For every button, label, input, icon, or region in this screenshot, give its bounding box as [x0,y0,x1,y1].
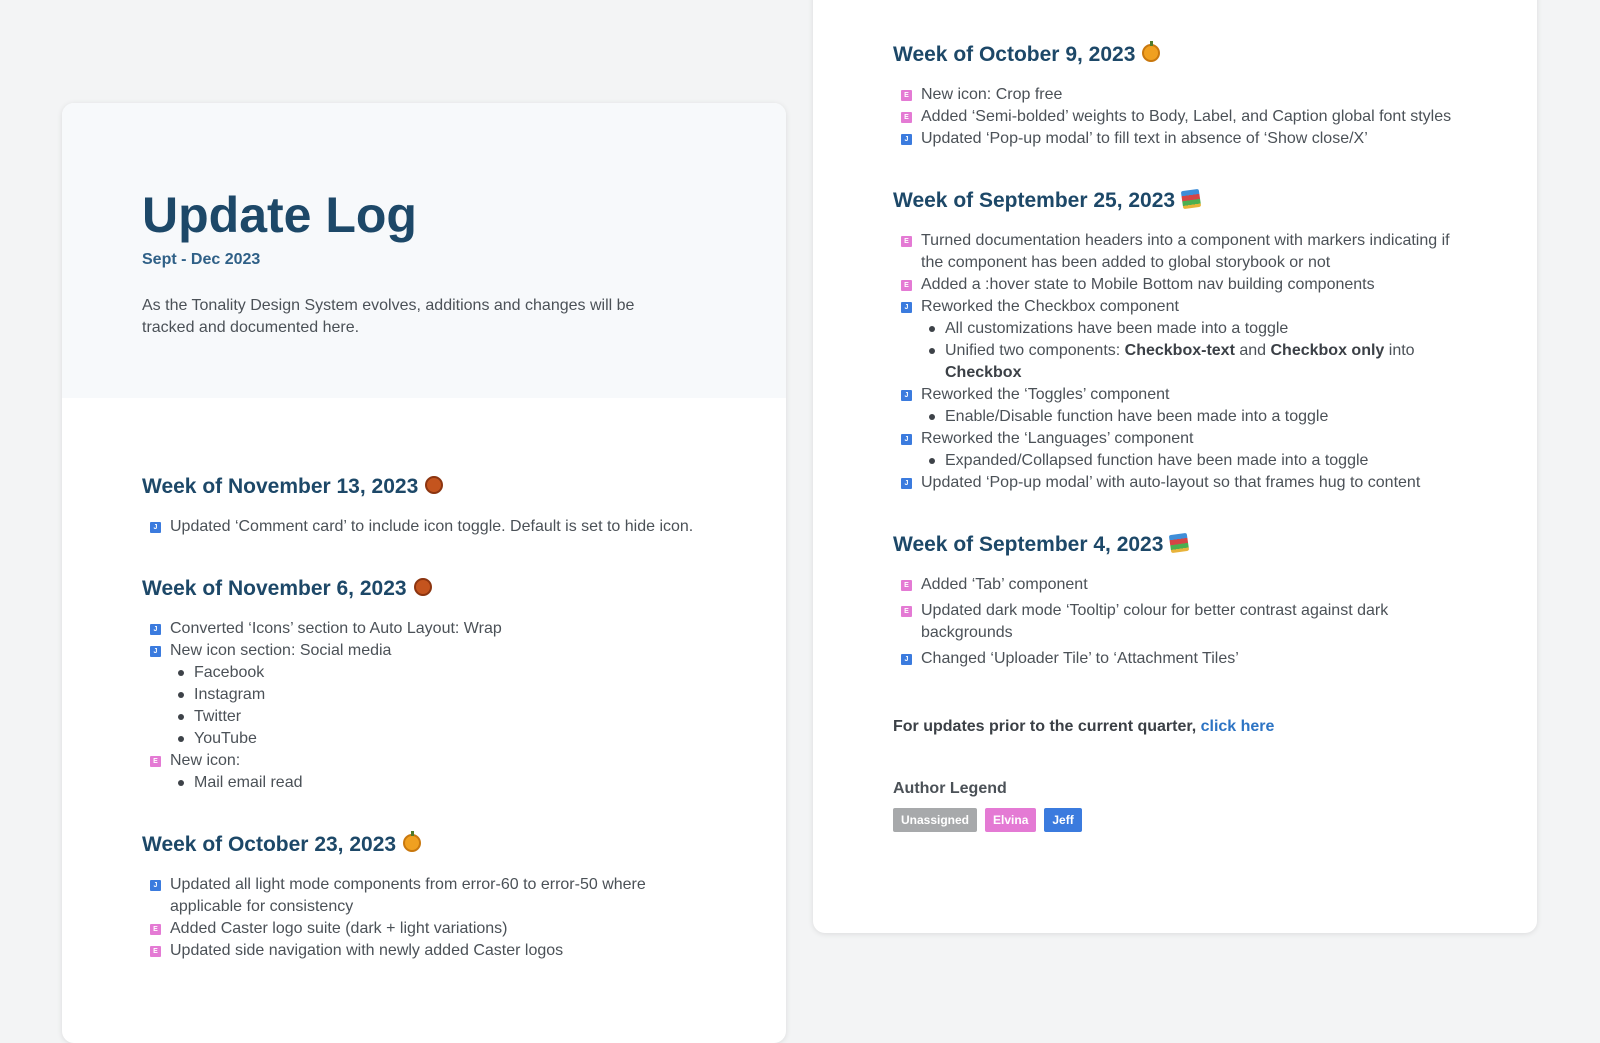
prior-updates-link[interactable]: click here [1200,718,1275,735]
sub-item [142,706,706,728]
intro-text: As the Tonality Design System evolves, additions and changes will be tracked and documented here. [142,297,635,336]
author-badge-jeff: J [901,302,912,313]
books-icon [1181,189,1201,209]
component-name: Checkbox [945,364,1022,381]
sub-item-text [945,340,1457,384]
conjunction: into [1384,342,1415,359]
author-badge-elvina: E [901,580,912,591]
legend-tag-unassigned: Unassigned [893,808,977,832]
autumn-leaf-icon [425,476,443,494]
author-legend [893,808,1457,832]
item-text: Updated ‘Pop-up modal’ with auto-layout so that frames hug to content [921,474,1421,491]
bullet-icon [178,780,184,786]
conjunction: and [1234,342,1271,359]
list-item [893,128,1457,150]
week-title-text: Week of November 13, 2023 [142,475,419,498]
week-sep-4 [893,532,1457,670]
author-badge-jeff: J [150,880,161,891]
sub-item-text: Instagram [194,686,266,703]
item-text: Updated ‘Comment card’ to include icon toggle. Default is set to hide icon. [170,518,694,535]
week-sep-25 [893,188,1457,494]
list-item [893,648,1457,670]
list-item [142,750,706,772]
bullet-icon [929,326,935,332]
right-log-body [813,0,1537,832]
list-item [142,618,706,640]
list-item [893,274,1457,296]
sub-item [893,318,1457,340]
sub-item-text: Mail email read [194,774,303,791]
bullet-icon [178,670,184,676]
item-text: Reworked the ‘Languages’ component [921,430,1194,447]
bullet-icon [178,692,184,698]
week-title [893,188,1457,214]
item-text: Added ‘Semi-bolded’ weights to Body, Label, and Caption global font styles [921,108,1452,125]
item-text: Changed ‘Uploader Tile’ to ‘Attachment Tiles’ [921,650,1239,667]
sub-item [893,340,1457,384]
list-item [893,428,1457,450]
week-title-text: Week of October 9, 2023 [893,43,1136,66]
pumpkin-icon [403,834,421,852]
autumn-leaf-icon [414,578,432,596]
week-nov-13 [142,474,706,538]
item-text: Added ‘Tab’ component [921,576,1088,593]
component-name: Checkbox only [1270,342,1385,359]
sub-item [142,662,706,684]
hero-section [62,103,786,398]
author-badge-elvina: E [150,924,161,935]
list-item [893,296,1457,318]
week-title-text: Week of November 6, 2023 [142,577,407,600]
author-badge-jeff: J [901,390,912,401]
item-text: Added Caster logo suite (dark + light variations) [170,920,508,937]
item-text: Updated side navigation with newly added Caster logos [170,942,564,959]
item-text: New icon section: Social media [170,642,392,659]
item-text: Reworked the Checkbox component [921,298,1179,315]
author-badge-jeff: J [901,134,912,145]
list-item [893,106,1457,128]
legend-tag-jeff: Jeff [1044,808,1081,832]
sub-item [893,406,1457,428]
list-item [893,230,1457,274]
bullet-icon [929,348,935,354]
sub-item [142,772,706,794]
list-item [893,384,1457,406]
item-text: New icon: Crop free [921,86,1063,103]
pumpkin-icon [1142,44,1160,62]
week-title-text: Week of September 4, 2023 [893,533,1164,556]
list-item [893,84,1457,106]
week-oct-23 [142,832,706,962]
author-badge-jeff: J [901,654,912,665]
list-item [893,472,1457,494]
author-badge-jeff: J [150,624,161,635]
unified-prefix: Unified two components: [945,342,1125,359]
prior-updates-note [893,718,1457,736]
list-item [142,516,706,538]
item-text: Converted ‘Icons’ section to Auto Layout: Wrap [170,620,502,637]
page-subtitle: Sept - Dec 2023 [142,251,261,268]
item-text: Turned documentation headers into a component with markers indicating if the component has been added to global storybook or not [921,232,1450,271]
sub-item-text: All customizations have been made into a toggle [945,320,1289,337]
item-text: Reworked the ‘Toggles’ component [921,386,1170,403]
author-badge-jeff: J [901,434,912,445]
item-text: Added a :hover state to Mobile Bottom nav building components [921,276,1375,293]
author-badge-elvina: E [901,606,912,617]
week-nov-6 [142,576,706,794]
bullet-icon [929,458,935,464]
left-log-body [62,398,786,962]
list-item [142,874,706,918]
sub-item [142,684,706,706]
item-text: New icon: [170,752,241,769]
week-title [142,576,706,602]
books-icon [1169,533,1189,553]
list-item [893,574,1457,596]
week-title [142,474,706,500]
week-title-text: Week of October 23, 2023 [142,833,397,856]
author-badge-jeff: J [150,522,161,533]
week-title [893,532,1457,558]
author-badge-elvina: E [901,90,912,101]
sub-item [142,728,706,750]
author-badge-elvina: E [150,756,161,767]
bullet-icon [929,414,935,420]
sub-item-text: Twitter [194,708,242,725]
left-card [62,103,786,1043]
item-text: Updated ‘Pop-up modal’ to fill text in absence of ‘Show close/X’ [921,130,1368,147]
week-title [142,832,706,858]
list-item [893,600,1457,644]
page-title: Update Log [142,187,417,243]
list-item [142,918,706,940]
right-card [813,0,1537,933]
prior-updates-text: For updates prior to the current quarter, [893,718,1201,735]
author-badge-jeff: J [901,478,912,489]
sub-item-text: YouTube [194,730,257,747]
sub-item-text: Expanded/Collapsed function have been made into a toggle [945,452,1369,469]
week-title [893,42,1457,68]
author-badge-jeff: J [150,646,161,657]
list-item [142,940,706,962]
list-item [142,640,706,662]
sub-item-text: Enable/Disable function have been made into a toggle [945,408,1329,425]
bullet-icon [178,714,184,720]
author-badge-elvina: E [901,236,912,247]
item-text: Updated dark mode ‘Tooltip’ colour for better contrast against dark backgrounds [921,602,1389,641]
sub-item [893,450,1457,472]
author-badge-elvina: E [901,112,912,123]
item-text: Updated all light mode components from error-60 to error-50 where applicable for consistency [170,876,646,915]
component-name: Checkbox-text [1124,342,1235,359]
sub-item-text: Facebook [194,664,265,681]
bullet-icon [178,736,184,742]
author-badge-elvina: E [901,280,912,291]
week-oct-9 [893,42,1457,150]
legend-tag-elvina: Elvina [985,808,1036,832]
author-badge-elvina: E [150,946,161,957]
week-title-text: Week of September 25, 2023 [893,189,1176,212]
author-legend-title: Author Legend [893,780,1007,797]
